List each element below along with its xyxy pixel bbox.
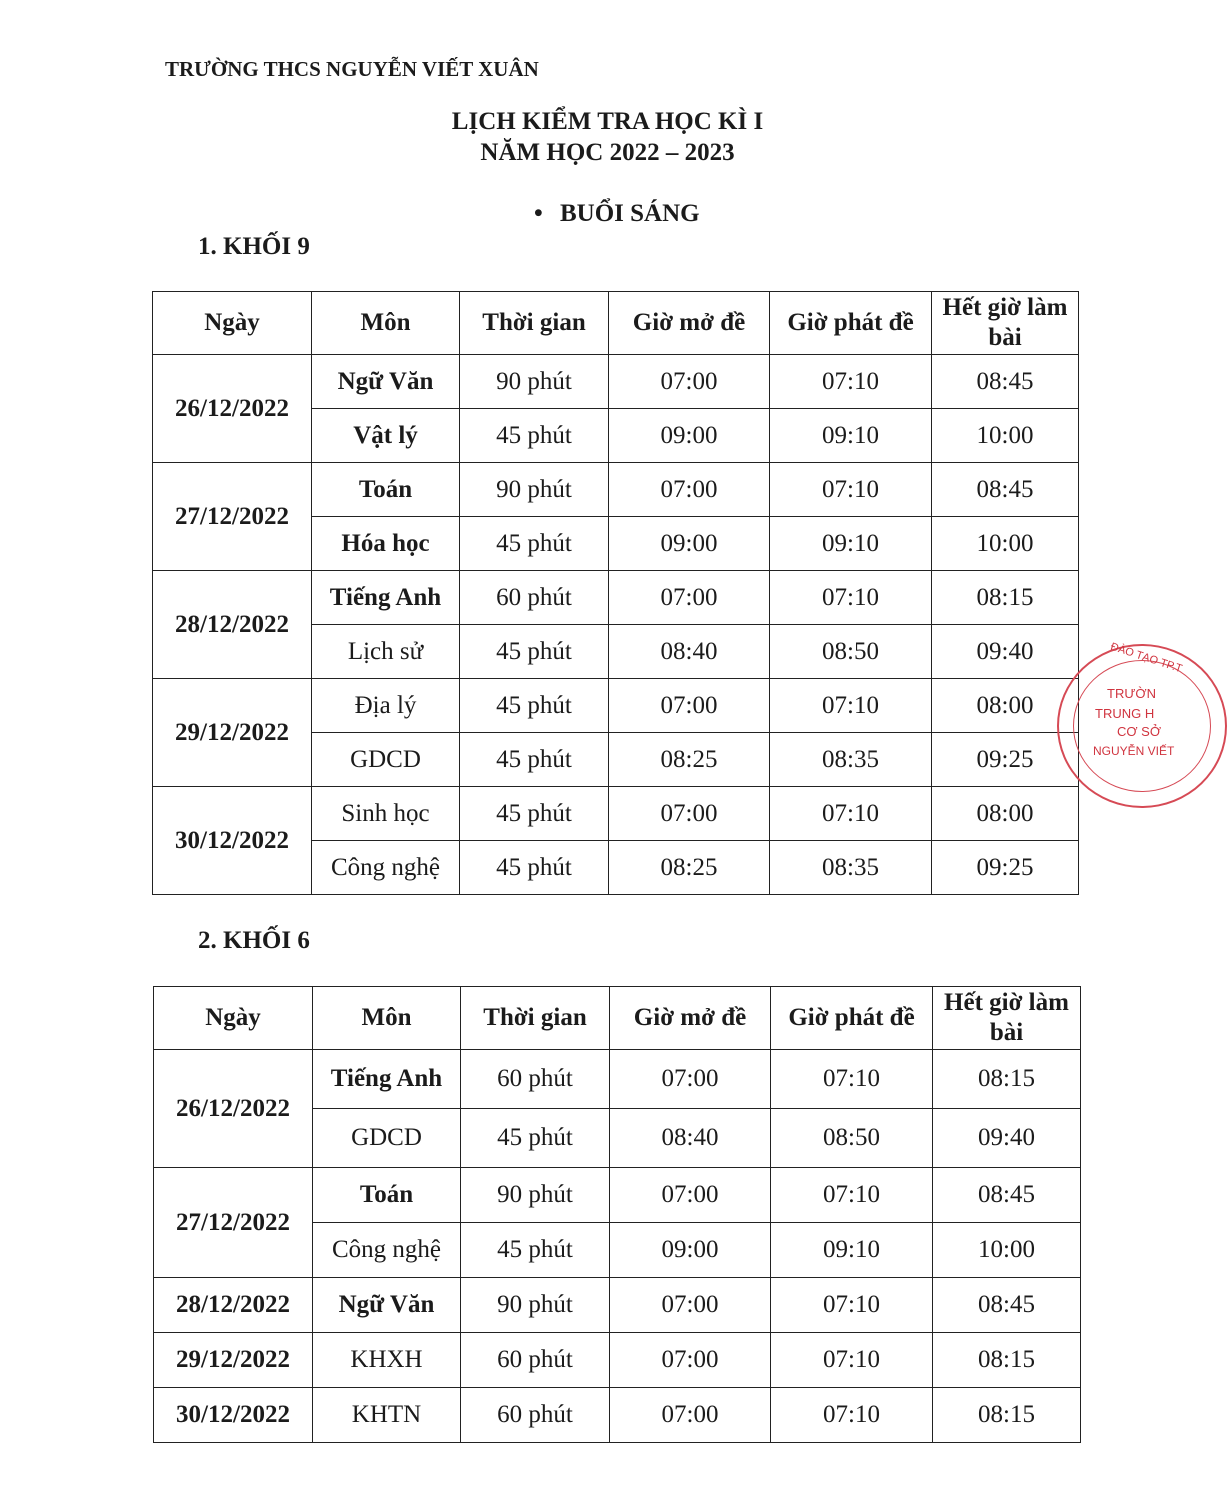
- end-time-cell: 08:00: [932, 679, 1079, 733]
- end-time-cell: 08:00: [932, 787, 1079, 841]
- section-heading-grade6: 2. KHỐI 6: [198, 927, 310, 954]
- open-time-cell: 07:00: [609, 355, 770, 409]
- section-heading-grade9: 1. KHỐI 9: [198, 233, 310, 260]
- distribute-time-cell: 08:35: [770, 733, 932, 787]
- distribute-time-cell: 08:50: [770, 625, 932, 679]
- duration-cell: 45 phút: [460, 841, 609, 895]
- stamp-top-text: ĐÀO TẠO TP.T: [1108, 640, 1184, 676]
- subject-cell: Vật lý: [312, 409, 460, 463]
- column-header: Giờ mở đề: [610, 987, 771, 1050]
- end-time-cell: 08:45: [932, 355, 1079, 409]
- bullet-icon: •: [534, 200, 543, 227]
- date-cell: 28/12/2022: [153, 571, 312, 679]
- distribute-time-cell: 08:35: [770, 841, 932, 895]
- date-cell: 30/12/2022: [153, 787, 312, 895]
- column-header: Giờ mở đề: [609, 292, 770, 355]
- subject-cell: Ngữ Văn: [313, 1278, 461, 1333]
- subject-cell: Sinh học: [312, 787, 460, 841]
- date-cell: 30/12/2022: [154, 1388, 313, 1443]
- distribute-time-cell: 07:10: [771, 1333, 933, 1388]
- duration-cell: 45 phút: [461, 1109, 610, 1168]
- end-time-cell: 10:00: [933, 1223, 1081, 1278]
- table-row: [153, 355, 1079, 409]
- distribute-time-cell: 09:10: [771, 1223, 933, 1278]
- school-year: NĂM HỌC 2022 – 2023: [480, 139, 735, 166]
- subject-cell: Toán: [312, 463, 460, 517]
- duration-cell: 90 phút: [461, 1168, 610, 1223]
- distribute-time-cell: 07:10: [771, 1278, 933, 1333]
- school-seal-stamp: [1057, 640, 1227, 808]
- table-row: [154, 1333, 1081, 1388]
- column-header: Giờ phát đề: [771, 987, 933, 1050]
- distribute-time-cell: 07:10: [770, 355, 932, 409]
- distribute-time-cell: 07:10: [771, 1050, 933, 1109]
- subject-cell: Địa lý: [312, 679, 460, 733]
- table-row: [154, 1050, 1081, 1109]
- column-header: Thời gian: [460, 292, 609, 355]
- document-title: LỊCH KIỂM TRA HỌC KÌ I: [451, 108, 764, 135]
- end-time-cell: 09:25: [932, 733, 1079, 787]
- duration-cell: 60 phút: [461, 1050, 610, 1109]
- open-time-cell: 07:00: [610, 1333, 771, 1388]
- column-header: Môn: [313, 987, 461, 1050]
- subject-cell: KHTN: [313, 1388, 461, 1443]
- school-name: TRƯỜNG THCS NGUYỄN VIẾT XUÂN: [165, 57, 539, 81]
- distribute-time-cell: 09:10: [770, 517, 932, 571]
- end-time-cell: 08:15: [933, 1333, 1081, 1388]
- date-cell: 28/12/2022: [154, 1278, 313, 1333]
- end-time-cell: 09:40: [933, 1109, 1081, 1168]
- subject-cell: KHXH: [313, 1333, 461, 1388]
- end-time-cell: 08:15: [933, 1388, 1081, 1443]
- distribute-time-cell: 07:10: [770, 571, 932, 625]
- column-header: Hết giờ làm bài: [932, 292, 1079, 355]
- duration-cell: 60 phút: [461, 1388, 610, 1443]
- open-time-cell: 07:00: [609, 571, 770, 625]
- duration-cell: 90 phút: [461, 1278, 610, 1333]
- table-row: [154, 1168, 1081, 1223]
- subject-cell: Hóa học: [312, 517, 460, 571]
- date-cell: 26/12/2022: [154, 1050, 313, 1168]
- date-cell: 27/12/2022: [153, 463, 312, 571]
- open-time-cell: 07:00: [610, 1168, 771, 1223]
- stamp-line: NGUYỄN VIẾT: [1093, 744, 1175, 758]
- session-label: [534, 200, 700, 228]
- distribute-time-cell: 07:10: [771, 1388, 933, 1443]
- end-time-cell: 09:40: [932, 625, 1079, 679]
- subject-cell: Tiếng Anh: [312, 571, 460, 625]
- duration-cell: 45 phút: [460, 625, 609, 679]
- table-row: [153, 571, 1079, 625]
- duration-cell: 45 phút: [461, 1223, 610, 1278]
- subject-cell: Lịch sử: [312, 625, 460, 679]
- distribute-time-cell: 09:10: [770, 409, 932, 463]
- stamp-line: TRƯỜN: [1107, 686, 1156, 701]
- open-time-cell: 09:00: [609, 517, 770, 571]
- duration-cell: 45 phút: [460, 409, 609, 463]
- stamp-line: CƠ SỞ: [1117, 724, 1161, 739]
- open-time-cell: 07:00: [610, 1388, 771, 1443]
- open-time-cell: 07:00: [610, 1050, 771, 1109]
- table-row: [153, 463, 1079, 517]
- subject-cell: Ngữ Văn: [312, 355, 460, 409]
- end-time-cell: 10:00: [932, 517, 1079, 571]
- duration-cell: 45 phút: [460, 787, 609, 841]
- end-time-cell: 08:15: [933, 1050, 1081, 1109]
- subject-cell: Toán: [313, 1168, 461, 1223]
- open-time-cell: 08:40: [610, 1109, 771, 1168]
- duration-cell: 60 phút: [460, 571, 609, 625]
- subject-cell: GDCD: [313, 1109, 461, 1168]
- session-text: BUỔI SÁNG: [560, 200, 700, 227]
- table-row: [153, 787, 1079, 841]
- duration-cell: 60 phút: [461, 1333, 610, 1388]
- column-header: Ngày: [153, 292, 312, 355]
- column-header: Ngày: [154, 987, 313, 1050]
- duration-cell: 90 phút: [460, 463, 609, 517]
- schedule-table-grade9: [152, 291, 1079, 895]
- distribute-time-cell: 07:10: [770, 463, 932, 517]
- end-time-cell: 09:25: [932, 841, 1079, 895]
- open-time-cell: 07:00: [609, 787, 770, 841]
- stamp-line: TRUNG H: [1095, 706, 1155, 721]
- subject-cell: Tiếng Anh: [313, 1050, 461, 1109]
- table-row: [153, 679, 1079, 733]
- column-header: Hết giờ làm bài: [933, 987, 1081, 1050]
- distribute-time-cell: 07:10: [770, 787, 932, 841]
- distribute-time-cell: 07:10: [771, 1168, 933, 1223]
- column-header: Môn: [312, 292, 460, 355]
- column-header: Giờ phát đề: [770, 292, 932, 355]
- table-row: [154, 1388, 1081, 1443]
- duration-cell: 90 phút: [460, 355, 609, 409]
- distribute-time-cell: 08:50: [771, 1109, 933, 1168]
- distribute-time-cell: 07:10: [770, 679, 932, 733]
- open-time-cell: 08:25: [609, 841, 770, 895]
- duration-cell: 45 phút: [460, 679, 609, 733]
- date-cell: 27/12/2022: [154, 1168, 313, 1278]
- subject-cell: GDCD: [312, 733, 460, 787]
- end-time-cell: 08:45: [932, 463, 1079, 517]
- duration-cell: 45 phút: [460, 733, 609, 787]
- open-time-cell: 08:25: [609, 733, 770, 787]
- table-header-row: [154, 987, 1081, 1050]
- end-time-cell: 08:15: [932, 571, 1079, 625]
- schedule-table-grade6: [153, 986, 1081, 1443]
- open-time-cell: 08:40: [609, 625, 770, 679]
- subject-cell: Công nghệ: [312, 841, 460, 895]
- table-header-row: [153, 292, 1079, 355]
- open-time-cell: 07:00: [609, 463, 770, 517]
- open-time-cell: 07:00: [609, 679, 770, 733]
- date-cell: 29/12/2022: [153, 679, 312, 787]
- table-row: [154, 1278, 1081, 1333]
- end-time-cell: 10:00: [932, 409, 1079, 463]
- date-cell: 26/12/2022: [153, 355, 312, 463]
- column-header: Thời gian: [461, 987, 610, 1050]
- open-time-cell: 07:00: [610, 1278, 771, 1333]
- date-cell: 29/12/2022: [154, 1333, 313, 1388]
- subject-cell: Công nghệ: [313, 1223, 461, 1278]
- duration-cell: 45 phút: [460, 517, 609, 571]
- open-time-cell: 09:00: [609, 409, 770, 463]
- open-time-cell: 09:00: [610, 1223, 771, 1278]
- end-time-cell: 08:45: [933, 1278, 1081, 1333]
- end-time-cell: 08:45: [933, 1168, 1081, 1223]
